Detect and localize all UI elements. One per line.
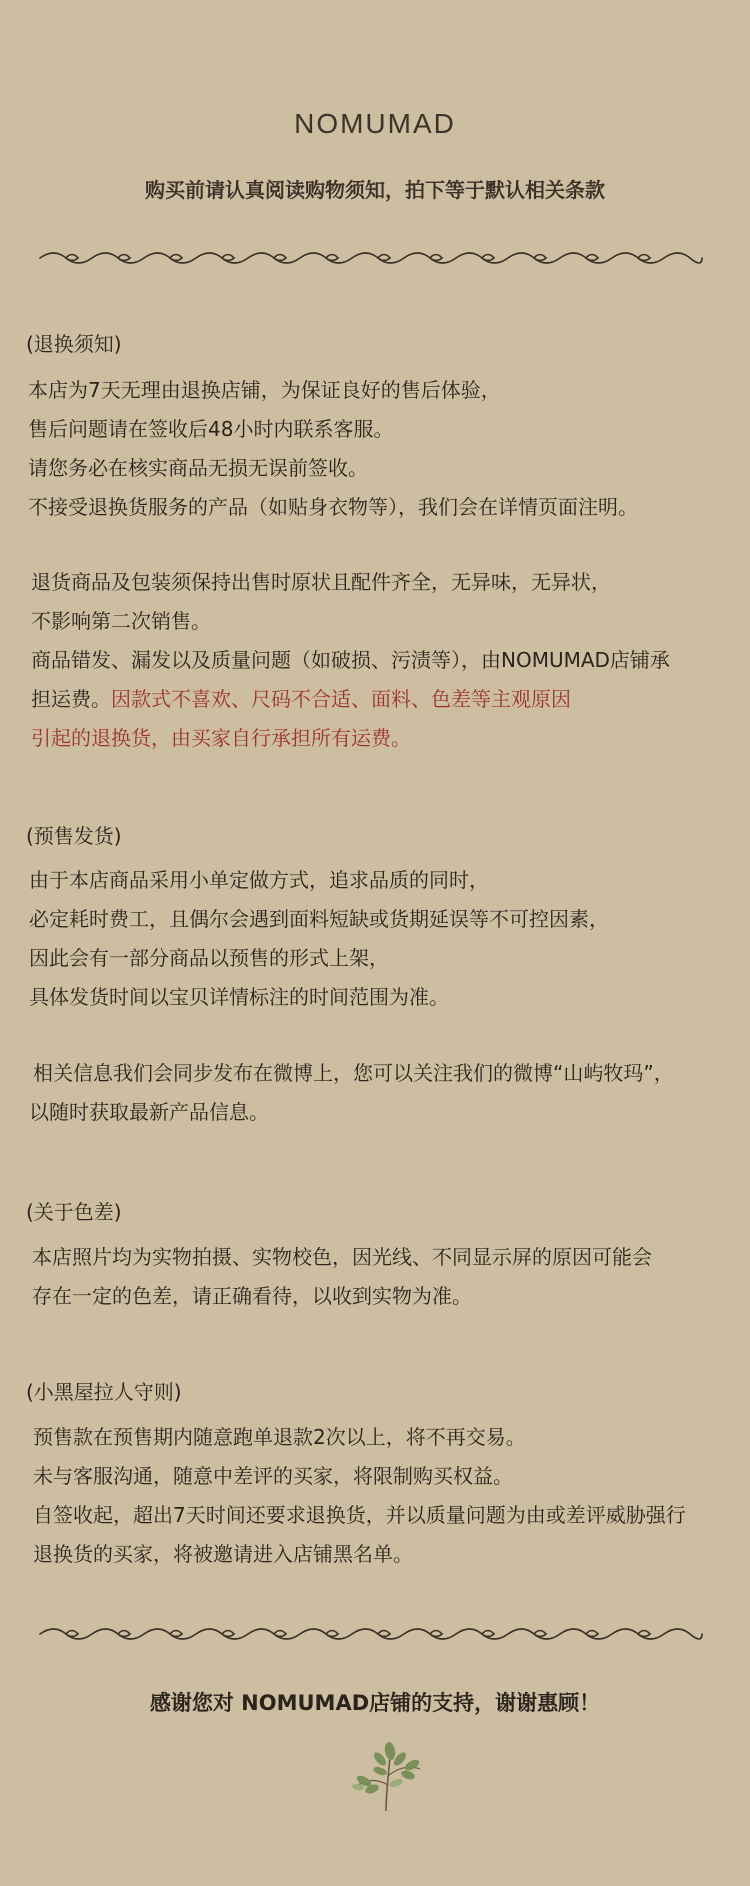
returns-line-part: 担运费。	[31, 687, 111, 711]
returns-line: 不接受退换货服务的产品（如贴身衣物等），我们会在详情页面注明。	[28, 495, 638, 519]
blacklist-line: 自签收起，超出7天时间还要求退换货，并以质量问题为由或差评威胁强行	[33, 1503, 686, 1527]
ornamental-divider-icon	[36, 1622, 706, 1646]
leaf-sprig-icon	[350, 1735, 426, 1813]
presale-line: 必定耗时费工，且偶尔会遇到面料短缺或货期延误等不可控因素，	[29, 907, 609, 931]
brand-logo-text: NOMUMAD	[294, 108, 456, 139]
returns-line: 本店为7天无理由退换店铺，为保证良好的售后体验，	[28, 378, 501, 402]
returns-warning-text: 因款式不喜欢、尺码不合适、面料、色差等主观原因	[111, 687, 571, 711]
returns-line	[31, 683, 571, 712]
ornamental-divider-icon	[36, 246, 706, 270]
presale-line: 以随时获取最新产品信息。	[29, 1100, 269, 1124]
presale-line: 由于本店商品采用小单定做方式，追求品质的同时，	[29, 868, 489, 892]
section-title-presale: (预售发货)	[26, 824, 122, 848]
returns-warning-text: 引起的退换货，由买家自行承担所有运费。	[31, 726, 411, 750]
color-line: 本店照片均为实物拍摄、实物校色，因光线、不同显示屏的原因可能会	[32, 1245, 652, 1269]
returns-line: 商品错发、漏发以及质量问题（如破损、污渍等），由NOMUMAD店铺承	[31, 648, 670, 672]
section-title-returns: (退换须知)	[26, 332, 122, 356]
returns-line: 退货商品及包装须保持出售时原状且配件齐全，无异味，无异状，	[31, 570, 611, 594]
presale-line: 具体发货时间以宝贝详情标注的时间范围为准。	[29, 985, 449, 1009]
color-line: 存在一定的色差，请正确看待，以收到实物为准。	[32, 1284, 472, 1308]
blacklist-line: 预售款在预售期内随意跑单退款2次以上，将不再交易。	[33, 1425, 526, 1449]
returns-line: 售后问题请在签收后48小时内联系客服。	[28, 417, 394, 441]
blacklist-line: 退换货的买家，将被邀请进入店铺黑名单。	[33, 1542, 413, 1566]
thank-you-message: 感谢您对 NOMUMAD店铺的支持，谢谢惠顾！	[149, 1691, 601, 1715]
presale-line: 因此会有一部分商品以预售的形式上架，	[29, 946, 389, 970]
section-title-color: (关于色差)	[26, 1200, 122, 1224]
blacklist-line: 未与客服沟通，随意中差评的买家，将限制购买权益。	[33, 1464, 513, 1488]
page-subtitle: 购买前请认真阅读购物须知，拍下等于默认相关条款	[145, 178, 605, 202]
presale-line: 相关信息我们会同步发布在微博上，您可以关注我们的微博“山屿牧玛”，	[33, 1061, 674, 1085]
returns-line: 请您务必在核实商品无损无误前签收。	[28, 456, 368, 480]
returns-line: 不影响第二次销售。	[31, 609, 211, 633]
section-title-blacklist: (小黑屋拉人守则)	[26, 1380, 182, 1404]
